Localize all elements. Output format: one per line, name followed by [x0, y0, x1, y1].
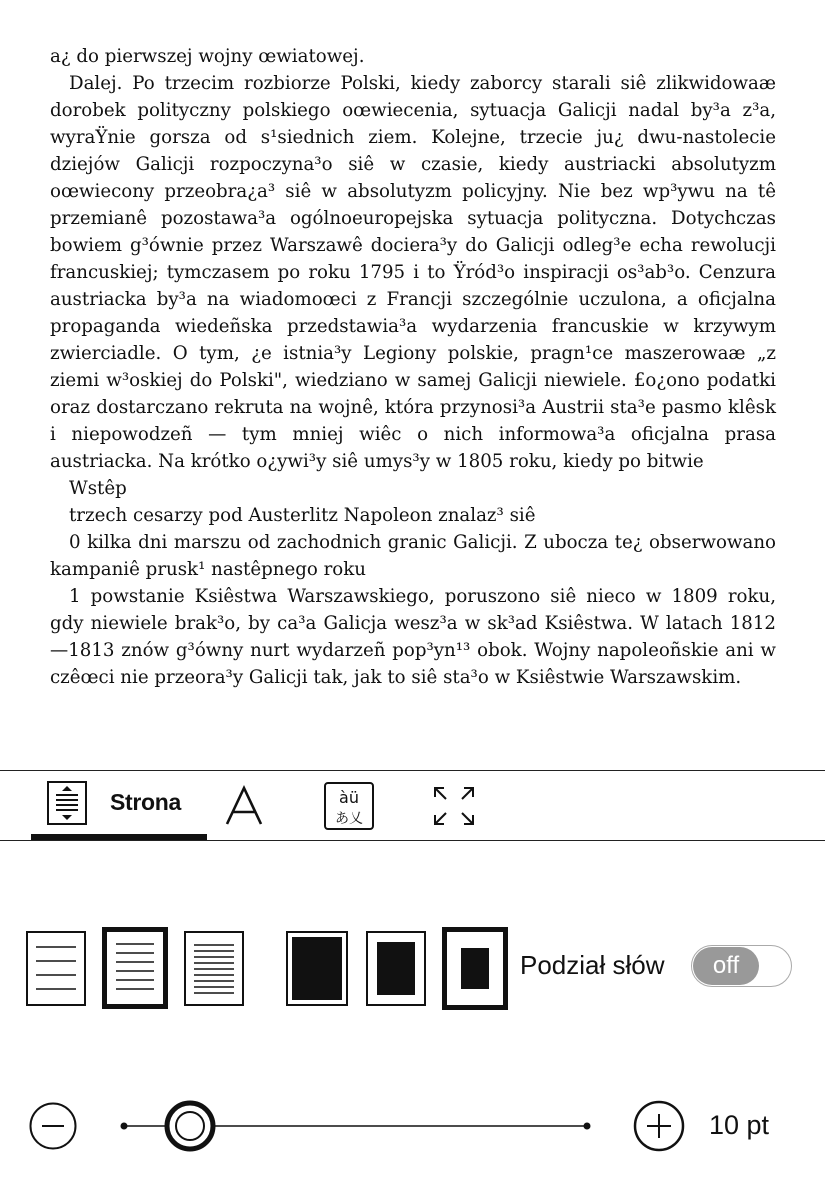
tab-language[interactable] — [324, 771, 374, 840]
svg-text:あ乂: あ乂 — [335, 810, 363, 827]
paragraph: Dalej. Po trzecim rozbiorze Polski, kiedy zaborcy starali siê zlikwidowaæ dorobek polityczny polskiego oœwiecenia, sytuacja Galicji nadal by³a z³a, wyraŸnie gorsza od s¹siednich ziem. Kolejne, trzecie ju¿ dwu-nastolecie dziejów Galicji rozpoczyna³o siê w czasie, kiedy austriacki absolutyzm oœwiecony przeobra¿a³ siê w absolutyzm policyjny. Nie bez wp³ywu na tê przemianê pozostawa³a ogólnoeuropejska sytuacja polityczna. Dotychczas bowiem g³ównie przez Warszawê dociera³y do Galicji odleg³e echa rewolucji francuskiej; tymczasem po roku 1795 i to Ÿród³o inspiracji os³ab³o. Cenzura austriacka by³a na wiadomoœci z Francji szczególnie uczulona, a oficjalna propaganda wiedeñska przedstawia³a wydarzenia francuskie w krzywym zwierciadle. O tym, ¿e istnia³y Legiony polskie, pragn¹ce maszerowaæ „z ziemi w³oskiej do Polski", wiedziano w samej Galicji niewiele. £o¿ono podatki oraz dostarczano rekruta na wojnê, która przynosi³a Austrii sta³e pasmo klêsk i niepowodzeñ — tym mniej wiêc o nich informowa³a oficjalna prasa austriacka. Na krótko o¿ywi³y siê umys³y w 1805 roku, kiedy po bitwie — [50, 73, 776, 472]
settings-tab-bar — [0, 770, 825, 841]
decrease-font-size-button[interactable] — [29, 1102, 77, 1150]
svg-text:àü: àü — [339, 787, 359, 807]
line-spacing-wide-option[interactable] — [26, 931, 86, 1006]
margin-large-option[interactable] — [442, 927, 508, 1010]
tab-fullscreen[interactable] — [430, 771, 478, 840]
slider-track-end — [584, 1123, 591, 1130]
paragraph: a¿ do pierwszej wojny œwiatowej. — [50, 46, 365, 67]
line-spacing-medium-option[interactable] — [102, 927, 168, 1009]
font-size-slider[interactable] — [120, 1100, 594, 1152]
language-icon — [324, 782, 374, 830]
margin-small-option[interactable] — [286, 931, 348, 1006]
slider-thumb[interactable] — [167, 1103, 213, 1149]
paragraph: trzech cesarzy pod Austerlitz Napoleon znalaz³ siê — [69, 505, 536, 526]
paragraph: 0 kilka dni marszu od zachodnich granic Galicji. Z ubocza te¿ obserwowano kampaniê prusk¹ nastêpnego roku — [50, 532, 776, 580]
font-size-value: 10 pt — [709, 1110, 770, 1140]
hyphenation-state: off — [693, 947, 759, 985]
font-icon — [224, 784, 264, 828]
tab-page-label: Strona — [110, 789, 182, 815]
tab-page[interactable] — [31, 771, 207, 840]
hyphenation-toggle[interactable] — [691, 945, 792, 987]
page-layout-icon — [47, 781, 87, 825]
line-spacing-narrow-option[interactable] — [184, 931, 244, 1006]
margin-medium-option[interactable] — [366, 931, 426, 1006]
paragraph: 1 powstanie Ksiêstwa Warszawskiego, poruszono siê nieco w 1809 roku, gdy niewiele brak³o, by ca³a Galicja wesz³a w sk³ad Ksiêstwa. W latach 1812—1813 znów g³ówny nurt wydarzeñ pop³yn¹³ obok. Wojny napoleoñskie ani w czêœci nie przeora³y Galicji tak, jak to siê sta³o w Ksiêstwie Warszawskim. — [50, 586, 776, 688]
book-page-text — [50, 43, 776, 691]
increase-font-size-button[interactable] — [633, 1100, 685, 1152]
paragraph: Wstêp — [69, 478, 127, 499]
hyphenation-label: Podział słów — [520, 950, 665, 980]
fullscreen-icon — [431, 784, 477, 828]
tab-font[interactable] — [222, 771, 266, 840]
